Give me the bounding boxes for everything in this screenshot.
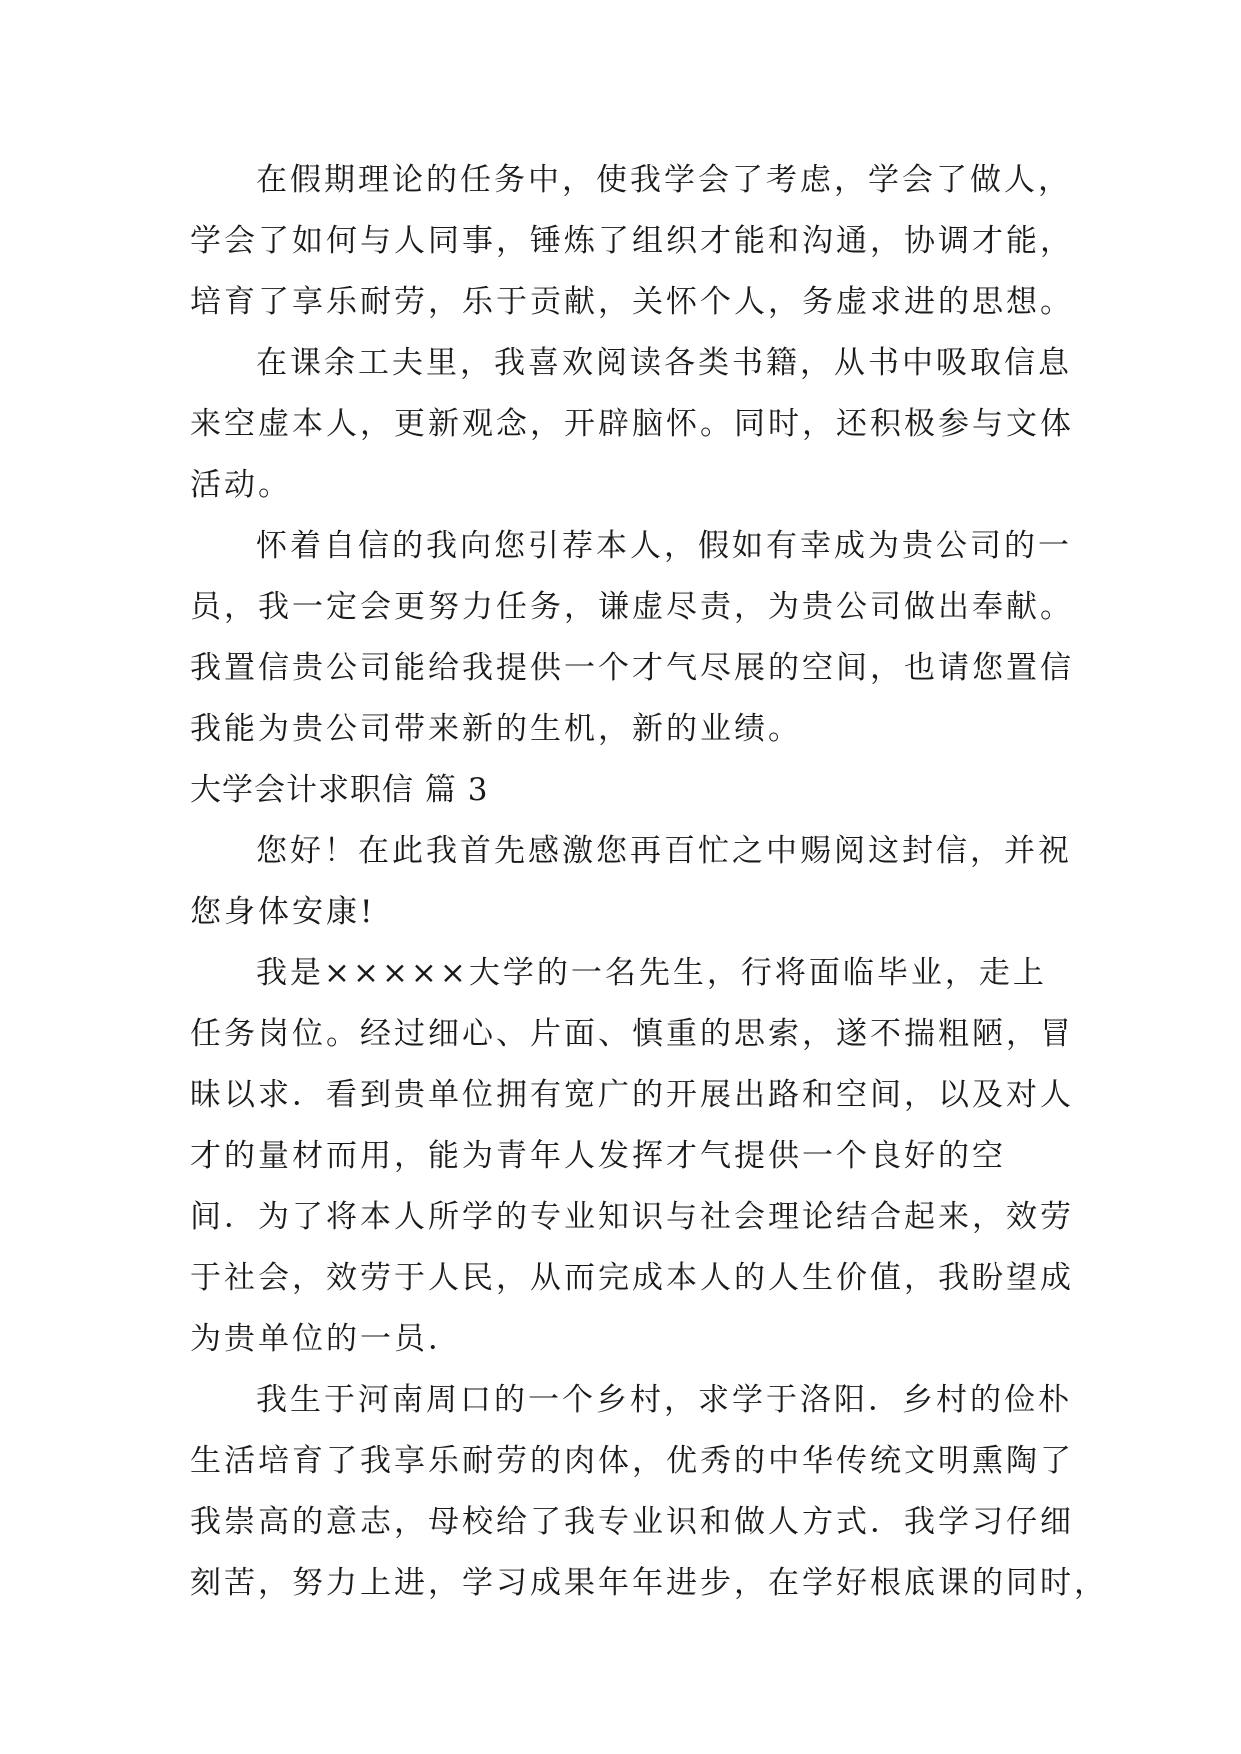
paragraph-line: 在课余工夫里，我喜欢阅读各类书籍，从书中吸取信息	[256, 345, 1072, 381]
paragraph-3	[190, 526, 1074, 749]
paragraph-line: 生活培育了我享乐耐劳的肉体，优秀的中华传统文明熏陶了	[190, 1443, 1074, 1479]
paragraph-line: 刻苦，努力上进，学习成果年年进步，在学好根底课的同时，	[190, 1565, 1108, 1601]
paragraph-2	[190, 343, 1074, 505]
paragraph-line: 您好！在此我首先感激您再百忙之中赐阅这封信，并祝	[256, 833, 1072, 869]
paragraph-line: 才的量材而用，能为青年人发挥才气提供一个良好的空	[190, 1138, 1006, 1174]
paragraph-6	[190, 1380, 1108, 1603]
paragraph-line: 我能为贵公司带来新的生机，新的业绩。	[190, 711, 802, 747]
section-heading: 大学会计求职信 篇 3	[190, 772, 489, 808]
paragraph-line: 培育了享乐耐劳，乐于贡献，关怀个人，务虚求进的思想。	[190, 284, 1074, 320]
paragraph-line: 间．为了将本人所学的专业知识与社会理论结合起来，效劳	[190, 1199, 1074, 1235]
paragraph-5	[190, 953, 1074, 1359]
paragraph-line: 任务岗位。经过细心、片面、慎重的思索，遂不揣粗陋，冒	[190, 1016, 1074, 1052]
paragraph-4	[190, 831, 1070, 932]
paragraph-line: 我崇高的意志，母校给了我专业识和做人方式．我学习仔细	[190, 1504, 1074, 1540]
paragraph-line: 员，我一定会更努力任务，谦虚尽责，为贵公司做出奉献。	[190, 589, 1074, 625]
paragraph-line: 在假期理论的任务中，使我学会了考虑，学会了做人，	[256, 162, 1072, 198]
paragraph-line: 我是×××××大学的一名先生，行将面临毕业，走上	[256, 955, 1047, 991]
paragraph-line: 昧以求．看到贵单位拥有宽广的开展出路和空间，以及对人	[190, 1077, 1074, 1113]
paragraph-line: 于社会，效劳于人民，从而完成本人的人生价值，我盼望成	[190, 1260, 1074, 1296]
paragraph-line: 怀着自信的我向您引荐本人，假如有幸成为贵公司的一	[256, 528, 1072, 564]
paragraph-line: 活动。	[190, 467, 292, 503]
paragraph-1	[190, 160, 1074, 322]
paragraph-line: 学会了如何与人同事，锤炼了组织才能和沟通，协调才能，	[190, 223, 1074, 259]
paragraph-line: 来空虚本人，更新观念，开辟脑怀。同时，还积极参与文体	[190, 406, 1074, 442]
paragraph-line: 为贵单位的一员．	[190, 1321, 462, 1357]
document-body	[190, 160, 1108, 1624]
paragraph-line: 我生于河南周口的一个乡村，求学于洛阳．乡村的俭朴	[256, 1382, 1072, 1418]
paragraph-line: 我置信贵公司能给我提供一个才气尽展的空间，也请您置信	[190, 650, 1074, 686]
paragraph-line: 您身体安康!	[190, 894, 376, 930]
